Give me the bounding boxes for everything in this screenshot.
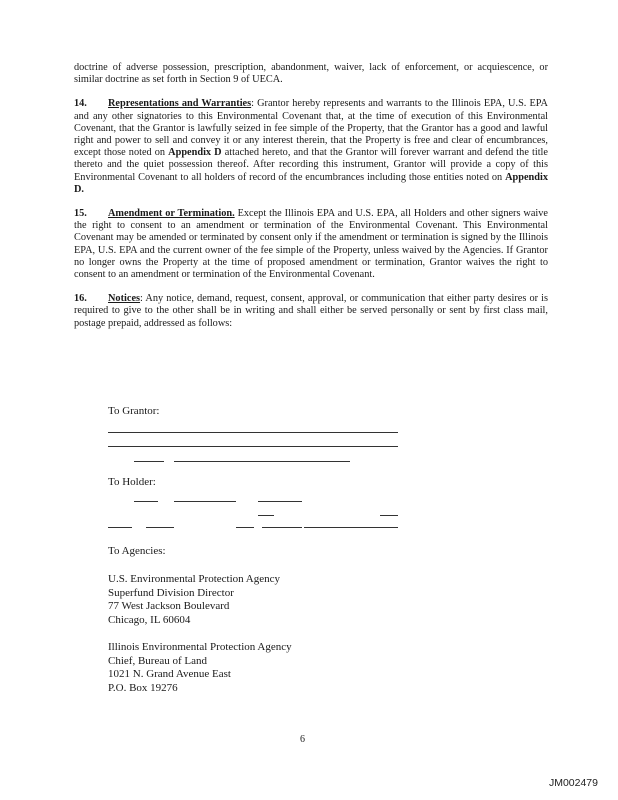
address-line: Chief, Bureau of Land <box>108 654 207 667</box>
holder-address-line <box>108 527 132 528</box>
address-line: U.S. Environmental Protection Agency <box>108 573 280 585</box>
holder-address-line <box>258 501 302 502</box>
section-14 <box>74 98 548 196</box>
illinois-epa-address <box>108 641 292 695</box>
holder-address-line <box>236 527 254 528</box>
address-line: Chicago, IL 60604 <box>108 613 191 626</box>
grantor-address-line <box>134 461 164 462</box>
section-15 <box>74 208 548 281</box>
section-number: 14. <box>74 98 87 110</box>
grantor-address-line <box>174 461 350 462</box>
section-text: : Any notice, demand, request, consent, approval, or communication that either party desires or is required to give to the other shall be in writing and shall either be served personally or sent by first class mail, postage prepaid, addressed as follows: <box>74 293 548 329</box>
bates-number: JM002479 <box>548 777 598 789</box>
section-number: 15. <box>74 208 87 220</box>
address-line: Superfund Division Director <box>108 586 234 599</box>
address-line: Illinois Environmental Protection Agency <box>108 641 292 653</box>
address-line: P.O. Box 19276 <box>108 681 178 694</box>
section-heading: Notices <box>108 293 141 305</box>
address-line: 1021 N. Grand Avenue East <box>108 668 231 681</box>
appendix-reference: Appendix D <box>168 147 222 159</box>
grantor-address-line <box>108 432 398 433</box>
to-agencies-label: To Agencies: <box>108 545 166 557</box>
us-epa-address <box>108 573 280 627</box>
appendix-reference: Appendix D. <box>74 171 548 195</box>
section-16 <box>74 293 548 330</box>
holder-address-line <box>258 515 274 516</box>
to-grantor-label: To Grantor: <box>108 405 160 417</box>
section-text: attached hereto, and that the Grantor will forever warrant and defend the title thereto and the quiet possession thereof. After recording this instrument, Grantor will provide a copy of this Environmental Covenant to all holders of record of the encumbrances including those entities noted on <box>74 147 548 183</box>
section-text: : Grantor hereby represents and warrants to the Illinois EPA, U.S. EPA and any other signatories to this Environmental Covenant that, at the time of execution of this Environmental Covenant, that the Grantor is lawfully seized in fee simple of the Property, that the Grantor has a good and lawful right and power to sell and convey it or any interest therein, that the Property is free and clear of encumbrances, except those noted on <box>74 98 548 159</box>
to-holder-label: To Holder: <box>108 476 156 488</box>
section-text: Except the Illinois EPA and U.S. EPA, all Holders and other signers waive the right to consent to an amendment or termination of the Environmental Covenant. This Environmental Covenant may be amended or terminated by consent only if the amendment or termination is signed by the Illinois EPA, U.S. EPA and the current owner of the fee simple of the Property, unless waived by the Agencies. If Grantor no longer owns the Property at the time of proposed amendment or termination, Grantor waives the right to consent to an amendment or termination of the Environmental Covenant. <box>74 208 548 281</box>
holder-address-line <box>146 527 174 528</box>
holder-address-line <box>304 527 398 528</box>
holder-address-line <box>174 501 236 502</box>
intro-paragraph: doctrine of adverse possession, prescription, abandonment, waiver, lack of enforcement, or acquiescence, or similar doctrine as set forth in Section 9 of UECA. <box>74 62 548 86</box>
section-number: 16. <box>74 293 87 305</box>
page-number: 6 <box>300 734 305 745</box>
address-line: 77 West Jackson Boulevard <box>108 600 230 613</box>
grantor-address-line <box>108 446 398 447</box>
holder-address-line <box>380 515 398 516</box>
holder-address-line <box>262 527 302 528</box>
section-heading: Amendment or Termination. <box>108 208 235 220</box>
holder-address-line <box>134 501 158 502</box>
section-heading: Representations and Warranties <box>108 98 252 110</box>
document-body <box>74 62 548 330</box>
